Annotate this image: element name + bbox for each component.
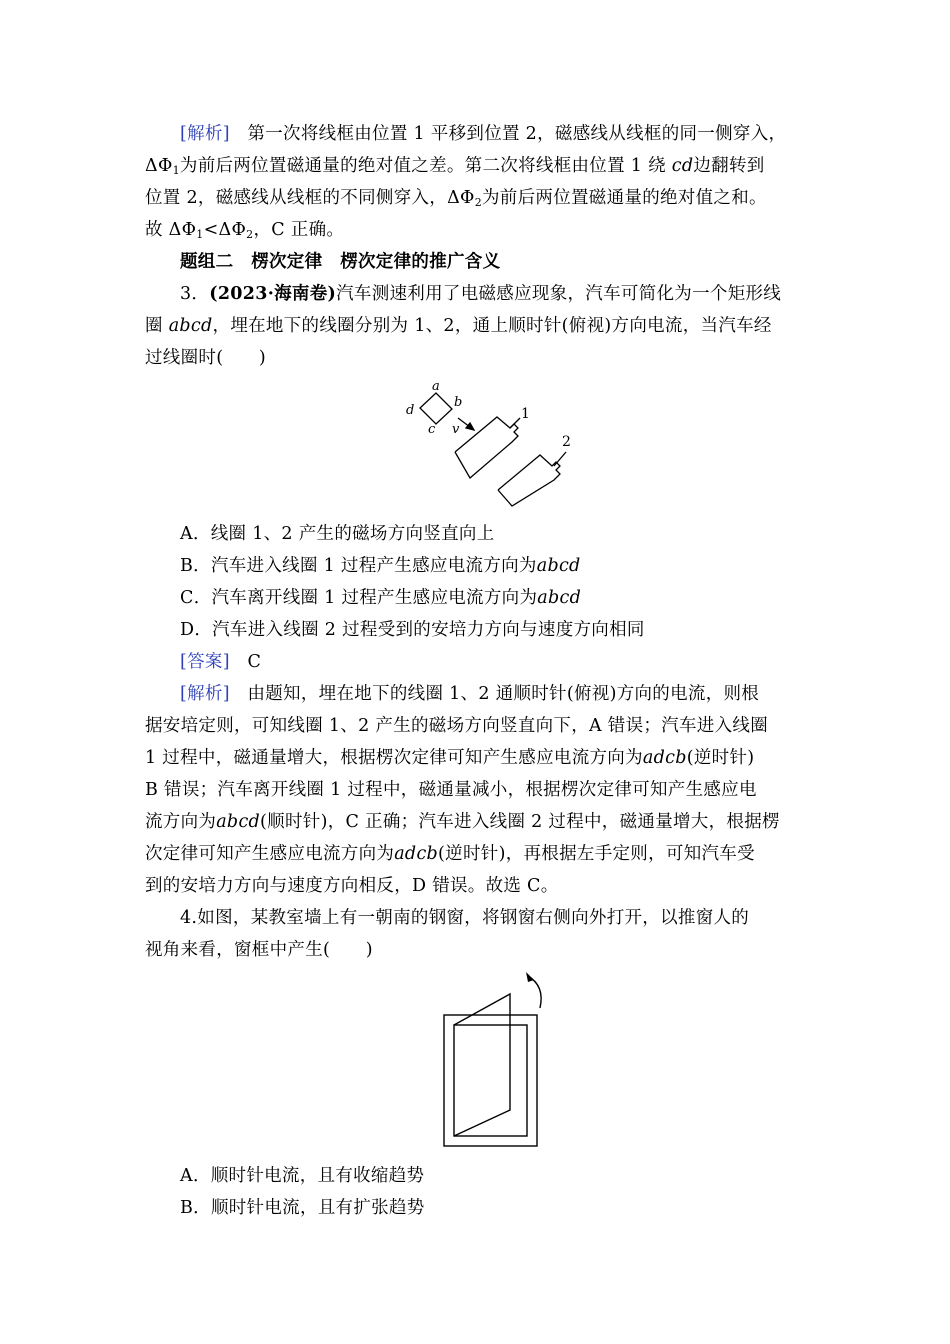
- analysis-line-1: [180, 118, 805, 150]
- analysis-line-4: [145, 214, 805, 246]
- subscript: 2: [246, 228, 254, 241]
- cd-label: cd: [671, 156, 694, 176]
- analysis-line-2: [145, 150, 805, 182]
- coil-1: [455, 417, 518, 478]
- q4-line-2: 视角来看，窗框中产生( ): [145, 940, 373, 960]
- abcd-label: abcd: [168, 316, 213, 336]
- q3-answer: [180, 646, 805, 678]
- label-coil-2: 2: [562, 434, 571, 450]
- analysis-tag: [解析]: [180, 124, 230, 144]
- subscript: 2: [474, 196, 482, 209]
- analysis-text: 流方向为: [145, 812, 217, 832]
- option-text: D．汽车进入线圈 2 过程受到的安培力方向与速度方向相同: [180, 620, 645, 640]
- q3-text: 汽车测速利用了电磁感应现象，汽车可简化为一个矩形线: [336, 284, 782, 304]
- q3-line-3: 过线圈时( ): [145, 348, 267, 368]
- delta-phi-1: ΔΦ: [145, 156, 173, 176]
- analysis-italic: abcd: [216, 812, 261, 832]
- q3-analysis-line-3: [145, 742, 805, 774]
- option-text: B．汽车进入线圈 1 过程产生感应电流方向为: [180, 556, 537, 576]
- option-italic: abcd: [537, 588, 582, 608]
- q3-analysis-line-4: B 错误；汽车离开线圈 1 过程中，磁通量减小，根据楞次定律可知产生感应电: [145, 780, 757, 800]
- q3-line-1: [180, 278, 805, 310]
- window-frame-outer: [444, 1015, 537, 1146]
- option-italic: abcd: [536, 556, 581, 576]
- window-figure: [430, 968, 550, 1150]
- q4-option-a: A．顺时针电流，且有收缩趋势: [180, 1166, 425, 1186]
- q3-analysis-line-7: 到的安培力方向与速度方向相反，D 错误。故选 C。: [145, 876, 559, 896]
- analysis-text: 1 过程中，磁通量增大，根据楞次定律可知产生感应电流方向为: [145, 748, 643, 768]
- q3-option-b: [180, 550, 805, 582]
- label-c: c: [428, 422, 436, 437]
- analysis-text: <ΔΦ: [203, 220, 247, 240]
- q3-analysis-line-5: [145, 806, 805, 838]
- analysis-text: ，C 正确。: [253, 220, 345, 240]
- analysis-text: 故 ΔΦ: [145, 220, 197, 240]
- q3-text: 圈: [145, 316, 163, 336]
- q3-text: ，埋在地下的线圈分别为 1、2，通上顺时针(俯视)方向电流，当汽车经: [212, 316, 772, 336]
- analysis-text: 为前后两位置磁通量的绝对值之和。: [482, 188, 767, 208]
- analysis-text: 次定律可知产生感应电流方向为: [145, 844, 395, 864]
- label-d: d: [406, 403, 415, 418]
- q3-analysis-line-1: [180, 678, 805, 710]
- label-v: v: [452, 422, 460, 437]
- option-text: C．汽车离开线圈 1 过程产生感应电流方向为: [180, 588, 538, 608]
- group-title: 题组二 楞次定律 楞次定律的推广含义: [180, 252, 501, 272]
- velocity-arrow: [466, 423, 474, 430]
- analysis-text: 边翻转到: [693, 156, 765, 176]
- coil-2: [498, 455, 560, 506]
- analysis-text: (顺时针)，C 正确；汽车进入线圈 2 过程中，磁通量增大，根据楞: [260, 812, 780, 832]
- analysis-text: 第一次将线框由位置 1 平移到位置 2，磁感线从线框的同一侧穿入，: [247, 124, 787, 144]
- answer-value: C: [247, 652, 262, 672]
- q4-line-1: 4.如图，某教室墙上有一朝南的钢窗，将钢窗右侧向外打开，以推窗人的: [180, 908, 750, 928]
- analysis-text: (逆时针)，再根据左手定则，可知汽车受: [438, 844, 755, 864]
- analysis-italic: adcb: [394, 844, 439, 864]
- q3-number: 3．: [180, 284, 210, 304]
- analysis-text: 为前后两位置磁通量的绝对值之差。第二次将线框由位置 1 绕: [179, 156, 666, 176]
- label-coil-1: 1: [521, 406, 530, 422]
- option-text: A．线圈 1、2 产生的磁场方向竖直向上: [180, 524, 495, 544]
- q3-analysis-line-2: 据安培定则，可知线圈 1、2 产生的磁场方向竖直向下，A 错误；汽车进入线圈: [145, 716, 768, 736]
- analysis-italic: adcb: [642, 748, 687, 768]
- q4-option-b: B．顺时针电流，且有扩张趋势: [180, 1198, 425, 1218]
- label-a: a: [432, 379, 440, 394]
- label-b: b: [454, 395, 463, 410]
- q3-line-2: [145, 310, 805, 342]
- subscript: 1: [196, 228, 204, 241]
- q3-option-c: [180, 582, 805, 614]
- q3-analysis-line-6: [145, 838, 805, 870]
- q3-source: (2023·海南卷): [209, 284, 337, 304]
- analysis-line-3: [145, 182, 805, 214]
- q3-option-a: [180, 518, 805, 550]
- analysis-text: 位置 2，磁感线从线框的不同侧穿入，ΔΦ: [145, 188, 475, 208]
- subscript: 1: [172, 164, 180, 177]
- q3-option-d: [180, 614, 805, 646]
- rotation-arrow-head: [526, 972, 534, 982]
- answer-tag: [答案]: [180, 652, 230, 672]
- analysis-text: 由题知，埋在地下的线圈 1、2 通顺时针(俯视)方向的电流，则根: [247, 684, 760, 704]
- analysis-tag: [解析]: [180, 684, 230, 704]
- car-coil-figure: [400, 378, 590, 508]
- car-rectangle: [420, 393, 452, 424]
- analysis-text: (逆时针): [686, 748, 755, 768]
